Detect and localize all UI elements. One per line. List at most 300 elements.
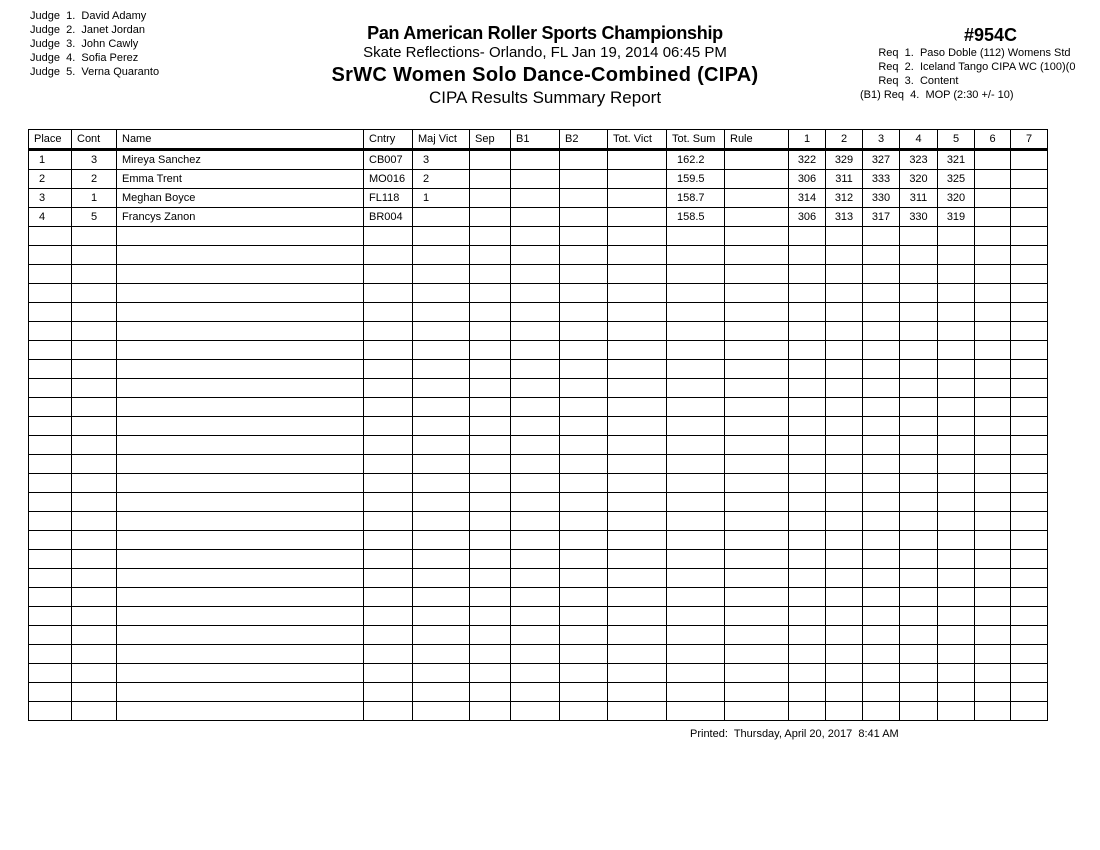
cont-cell — [72, 664, 117, 683]
place-cell — [29, 493, 72, 512]
judge-4-score — [900, 303, 938, 322]
name-cell: Mireya Sanchez — [117, 150, 364, 170]
name-cell — [117, 645, 364, 664]
requirement-line — [860, 88, 1100, 102]
judge-6-score — [975, 246, 1011, 265]
sep-cell — [470, 455, 511, 474]
judge-2-score — [826, 360, 863, 379]
judge-7-score — [1011, 569, 1048, 588]
judge-number: 3. — [66, 38, 76, 50]
judges-list — [30, 9, 159, 79]
judge-3-score — [863, 379, 900, 398]
req-text: MOP (2:30 +/- 10) — [925, 89, 1014, 101]
country-cell — [364, 607, 413, 626]
judge-2-score — [826, 417, 863, 436]
rule-cell — [725, 379, 789, 398]
cont-cell — [72, 379, 117, 398]
b1-cell — [511, 493, 560, 512]
judge-3-score — [863, 227, 900, 246]
maj-vict-cell — [413, 398, 470, 417]
judge-3-score — [863, 626, 900, 645]
b1-cell — [511, 246, 560, 265]
rule-cell — [725, 284, 789, 303]
name-cell: Emma Trent — [117, 170, 364, 189]
tot-sum-cell — [667, 702, 725, 721]
name-cell — [117, 569, 364, 588]
empty-table-row — [29, 626, 1048, 645]
judge-7-score — [1011, 227, 1048, 246]
judge-label: Judge — [30, 66, 60, 78]
empty-table-row — [29, 265, 1048, 284]
judge-7-score — [1011, 455, 1048, 474]
judge-5-score — [938, 436, 975, 455]
b1-cell — [511, 588, 560, 607]
judge-line — [30, 51, 159, 65]
judge-5-score — [938, 322, 975, 341]
judge-4-score — [900, 550, 938, 569]
judge-4-score — [900, 322, 938, 341]
sep-cell — [470, 379, 511, 398]
judge-6-score — [975, 683, 1011, 702]
judge-2-score — [826, 550, 863, 569]
judge-4-score: 323 — [900, 150, 938, 170]
country-cell — [364, 645, 413, 664]
place-cell — [29, 360, 72, 379]
requirement-line — [860, 60, 1100, 74]
judge-6-score — [975, 626, 1011, 645]
judge-3-score — [863, 246, 900, 265]
maj-vict-cell — [413, 455, 470, 474]
tot-vict-cell — [608, 569, 667, 588]
cont-cell — [72, 645, 117, 664]
judge-6-score — [975, 569, 1011, 588]
judge-5-score — [938, 512, 975, 531]
cont-cell — [72, 436, 117, 455]
b1-cell — [511, 341, 560, 360]
judge-7-score — [1011, 645, 1048, 664]
judge-5-score — [938, 246, 975, 265]
judge-4-score — [900, 664, 938, 683]
b1-cell — [511, 322, 560, 341]
maj-vict-cell — [413, 645, 470, 664]
judge-7-score — [1011, 474, 1048, 493]
judge-name: David Adamy — [81, 10, 147, 22]
results-body — [29, 150, 1048, 721]
tot-vict-cell — [608, 379, 667, 398]
b2-cell — [560, 284, 608, 303]
judge-5-score — [938, 607, 975, 626]
b2-cell — [560, 512, 608, 531]
sep-cell — [470, 284, 511, 303]
empty-table-row — [29, 683, 1048, 702]
table-row — [29, 208, 1048, 227]
judge-1-score — [789, 322, 826, 341]
judge-4-score — [900, 227, 938, 246]
table-header-row — [29, 130, 1048, 150]
judge-7-score — [1011, 512, 1048, 531]
cont-cell — [72, 607, 117, 626]
sep-cell — [470, 360, 511, 379]
rule-cell — [725, 588, 789, 607]
col-header-name: Name — [117, 130, 364, 150]
country-cell — [364, 436, 413, 455]
judge-2-score — [826, 284, 863, 303]
judge-2-score — [826, 512, 863, 531]
name-cell: Francys Zanon — [117, 208, 364, 227]
judge-5-score — [938, 702, 975, 721]
b1-cell — [511, 455, 560, 474]
event-title: SrWC Women Solo Dance-Combined (CIPA) — [331, 64, 759, 86]
country-cell — [364, 360, 413, 379]
table-row — [29, 150, 1048, 170]
judge-1-score — [789, 360, 826, 379]
judge-number: 5. — [66, 66, 76, 78]
empty-table-row — [29, 664, 1048, 683]
cont-cell — [72, 531, 117, 550]
judge-2-score — [826, 341, 863, 360]
maj-vict-cell — [413, 341, 470, 360]
b2-cell — [560, 360, 608, 379]
judge-4-score — [900, 398, 938, 417]
sep-cell — [470, 569, 511, 588]
table-row — [29, 189, 1048, 208]
cont-cell — [72, 702, 117, 721]
b1-cell — [511, 626, 560, 645]
cont-cell: 3 — [72, 150, 117, 170]
judge-1-score — [789, 664, 826, 683]
cont-cell — [72, 626, 117, 645]
judge-2-score — [826, 398, 863, 417]
judge-7-score — [1011, 588, 1048, 607]
judge-1-score — [789, 455, 826, 474]
maj-vict-cell — [413, 474, 470, 493]
name-cell — [117, 265, 364, 284]
b2-cell — [560, 531, 608, 550]
country-cell: MO016 — [364, 170, 413, 189]
event-number: #954C — [964, 25, 1018, 45]
col-header-judge-3: 3 — [863, 130, 900, 150]
b1-cell — [511, 227, 560, 246]
col-header-tot-vict: Tot. Vict — [608, 130, 667, 150]
req-text: Paso Doble (112) Womens Std — [919, 47, 1071, 59]
judge-6-score — [975, 588, 1011, 607]
judge-1-score — [789, 588, 826, 607]
cont-cell: 5 — [72, 208, 117, 227]
place-cell — [29, 550, 72, 569]
b2-cell — [560, 626, 608, 645]
maj-vict-cell — [413, 284, 470, 303]
empty-table-row — [29, 436, 1048, 455]
rule-cell — [725, 550, 789, 569]
rule-cell — [725, 170, 789, 189]
tot-sum-cell — [667, 227, 725, 246]
rule-cell — [725, 341, 789, 360]
judge-line — [30, 9, 159, 23]
printed-timestamp: Printed: Thursday, April 20, 2017 8:41 AM — [690, 728, 899, 740]
name-cell — [117, 360, 364, 379]
empty-table-row — [29, 227, 1048, 246]
tot-vict-cell — [608, 645, 667, 664]
judge-4-score — [900, 626, 938, 645]
b1-cell — [511, 436, 560, 455]
judge-6-score — [975, 474, 1011, 493]
judge-7-score — [1011, 607, 1048, 626]
judge-1-score — [789, 626, 826, 645]
judge-1-score — [789, 645, 826, 664]
judge-5-score — [938, 474, 975, 493]
country-cell — [364, 398, 413, 417]
judge-2-score — [826, 493, 863, 512]
b2-cell — [560, 436, 608, 455]
place-cell — [29, 303, 72, 322]
judge-6-score — [975, 664, 1011, 683]
sep-cell — [470, 246, 511, 265]
judge-3-score — [863, 702, 900, 721]
b1-cell — [511, 417, 560, 436]
judge-7-score — [1011, 170, 1048, 189]
tot-sum-cell — [667, 512, 725, 531]
place-cell: 2 — [29, 170, 72, 189]
event-info — [860, 24, 1100, 102]
judge-4-score — [900, 246, 938, 265]
judge-4-score — [900, 588, 938, 607]
b1-cell — [511, 398, 560, 417]
place-cell — [29, 683, 72, 702]
maj-vict-cell — [413, 208, 470, 227]
judge-2-score — [826, 474, 863, 493]
judge-1-score — [789, 246, 826, 265]
empty-table-row — [29, 455, 1048, 474]
cont-cell — [72, 265, 117, 284]
judge-2-score — [826, 531, 863, 550]
judge-1-score — [789, 550, 826, 569]
cont-cell: 1 — [72, 189, 117, 208]
rule-cell — [725, 626, 789, 645]
judge-6-score — [975, 455, 1011, 474]
judge-7-score — [1011, 284, 1048, 303]
b2-cell — [560, 645, 608, 664]
rule-cell — [725, 664, 789, 683]
judge-3-score — [863, 322, 900, 341]
table-row — [29, 170, 1048, 189]
tot-sum-cell — [667, 664, 725, 683]
tot-vict-cell — [608, 702, 667, 721]
req-prefix: (B1) — [860, 89, 881, 101]
tot-vict-cell — [608, 265, 667, 284]
tot-vict-cell — [608, 683, 667, 702]
judge-2-score: 329 — [826, 150, 863, 170]
name-cell — [117, 417, 364, 436]
req-label: Req 4. — [883, 89, 920, 101]
judge-4-score — [900, 531, 938, 550]
judge-4-score — [900, 607, 938, 626]
judge-7-score — [1011, 265, 1048, 284]
rule-cell — [725, 531, 789, 550]
place-cell — [29, 702, 72, 721]
judge-3-score — [863, 455, 900, 474]
judge-5-score — [938, 455, 975, 474]
sep-cell — [470, 303, 511, 322]
judge-2-score: 312 — [826, 189, 863, 208]
tot-vict-cell — [608, 284, 667, 303]
judge-3-score — [863, 531, 900, 550]
judge-6-score — [975, 550, 1011, 569]
judge-3-score: 330 — [863, 189, 900, 208]
req-label: Req 1. — [878, 47, 914, 59]
name-cell — [117, 227, 364, 246]
country-cell — [364, 531, 413, 550]
name-cell — [117, 702, 364, 721]
judge-6-score — [975, 493, 1011, 512]
judge-6-score — [975, 189, 1011, 208]
rule-cell — [725, 436, 789, 455]
place-cell — [29, 607, 72, 626]
b2-cell — [560, 683, 608, 702]
country-cell — [364, 322, 413, 341]
place-cell — [29, 379, 72, 398]
judge-6-score — [975, 607, 1011, 626]
tot-sum-cell — [667, 455, 725, 474]
empty-table-row — [29, 398, 1048, 417]
maj-vict-cell — [413, 569, 470, 588]
judge-6-score — [975, 436, 1011, 455]
judge-7-score — [1011, 322, 1048, 341]
judge-4-score — [900, 512, 938, 531]
sep-cell — [470, 683, 511, 702]
tot-sum-cell — [667, 588, 725, 607]
b2-cell — [560, 246, 608, 265]
judge-2-score — [826, 303, 863, 322]
sep-cell — [470, 607, 511, 626]
judge-name: John Cawly — [81, 38, 139, 50]
b2-cell — [560, 170, 608, 189]
judge-name: Sofia Perez — [81, 52, 139, 64]
b1-cell — [511, 189, 560, 208]
judge-5-score — [938, 683, 975, 702]
tot-vict-cell — [608, 455, 667, 474]
judge-3-score — [863, 683, 900, 702]
judge-2-score — [826, 664, 863, 683]
rule-cell — [725, 512, 789, 531]
b1-cell — [511, 607, 560, 626]
cont-cell — [72, 569, 117, 588]
b2-cell — [560, 455, 608, 474]
judge-6-score — [975, 512, 1011, 531]
cont-cell — [72, 227, 117, 246]
tot-vict-cell — [608, 398, 667, 417]
judge-1-score — [789, 493, 826, 512]
judge-6-score — [975, 360, 1011, 379]
b2-cell — [560, 208, 608, 227]
judge-3-score — [863, 645, 900, 664]
judge-3-score: 317 — [863, 208, 900, 227]
b1-cell — [511, 303, 560, 322]
rule-cell — [725, 398, 789, 417]
maj-vict-cell — [413, 436, 470, 455]
sep-cell — [470, 227, 511, 246]
tot-vict-cell — [608, 208, 667, 227]
empty-table-row — [29, 474, 1048, 493]
sep-cell — [470, 322, 511, 341]
place-cell — [29, 436, 72, 455]
tot-sum-cell — [667, 474, 725, 493]
name-cell — [117, 455, 364, 474]
b1-cell — [511, 284, 560, 303]
judge-label: Judge — [30, 38, 60, 50]
name-cell — [117, 683, 364, 702]
judge-6-score — [975, 645, 1011, 664]
tot-vict-cell — [608, 664, 667, 683]
place-cell — [29, 531, 72, 550]
judge-3-score — [863, 493, 900, 512]
rule-cell — [725, 150, 789, 170]
tot-sum-cell: 159.5 — [667, 170, 725, 189]
judge-4-score — [900, 474, 938, 493]
rule-cell — [725, 702, 789, 721]
maj-vict-cell — [413, 512, 470, 531]
empty-table-row — [29, 512, 1048, 531]
judge-3-score — [863, 360, 900, 379]
col-header-judge-2: 2 — [826, 130, 863, 150]
b1-cell — [511, 379, 560, 398]
maj-vict-cell — [413, 626, 470, 645]
judge-6-score — [975, 284, 1011, 303]
rule-cell — [725, 417, 789, 436]
b2-cell — [560, 341, 608, 360]
b2-cell — [560, 588, 608, 607]
results-table — [28, 129, 1048, 721]
place-cell: 3 — [29, 189, 72, 208]
judge-1-score — [789, 436, 826, 455]
name-cell — [117, 303, 364, 322]
judge-1-score — [789, 227, 826, 246]
judge-2-score — [826, 379, 863, 398]
b1-cell — [511, 531, 560, 550]
judge-6-score — [975, 208, 1011, 227]
judge-7-score — [1011, 303, 1048, 322]
country-cell — [364, 569, 413, 588]
name-cell — [117, 493, 364, 512]
name-cell — [117, 607, 364, 626]
judge-4-score — [900, 455, 938, 474]
tot-sum-cell — [667, 607, 725, 626]
rule-cell — [725, 474, 789, 493]
tot-vict-cell — [608, 227, 667, 246]
tot-vict-cell — [608, 607, 667, 626]
empty-table-row — [29, 303, 1048, 322]
sep-cell — [470, 588, 511, 607]
judge-7-score — [1011, 341, 1048, 360]
maj-vict-cell — [413, 607, 470, 626]
place-cell — [29, 322, 72, 341]
maj-vict-cell — [413, 227, 470, 246]
maj-vict-cell — [413, 550, 470, 569]
name-cell — [117, 284, 364, 303]
col-header-judge-5: 5 — [938, 130, 975, 150]
cont-cell — [72, 550, 117, 569]
country-cell — [364, 227, 413, 246]
empty-table-row — [29, 360, 1048, 379]
cont-cell — [72, 341, 117, 360]
maj-vict-cell — [413, 417, 470, 436]
maj-vict-cell — [413, 265, 470, 284]
place-cell — [29, 569, 72, 588]
rule-cell — [725, 360, 789, 379]
tot-sum-cell — [667, 341, 725, 360]
judge-4-score — [900, 417, 938, 436]
judge-1-score: 306 — [789, 170, 826, 189]
judge-5-score: 321 — [938, 150, 975, 170]
